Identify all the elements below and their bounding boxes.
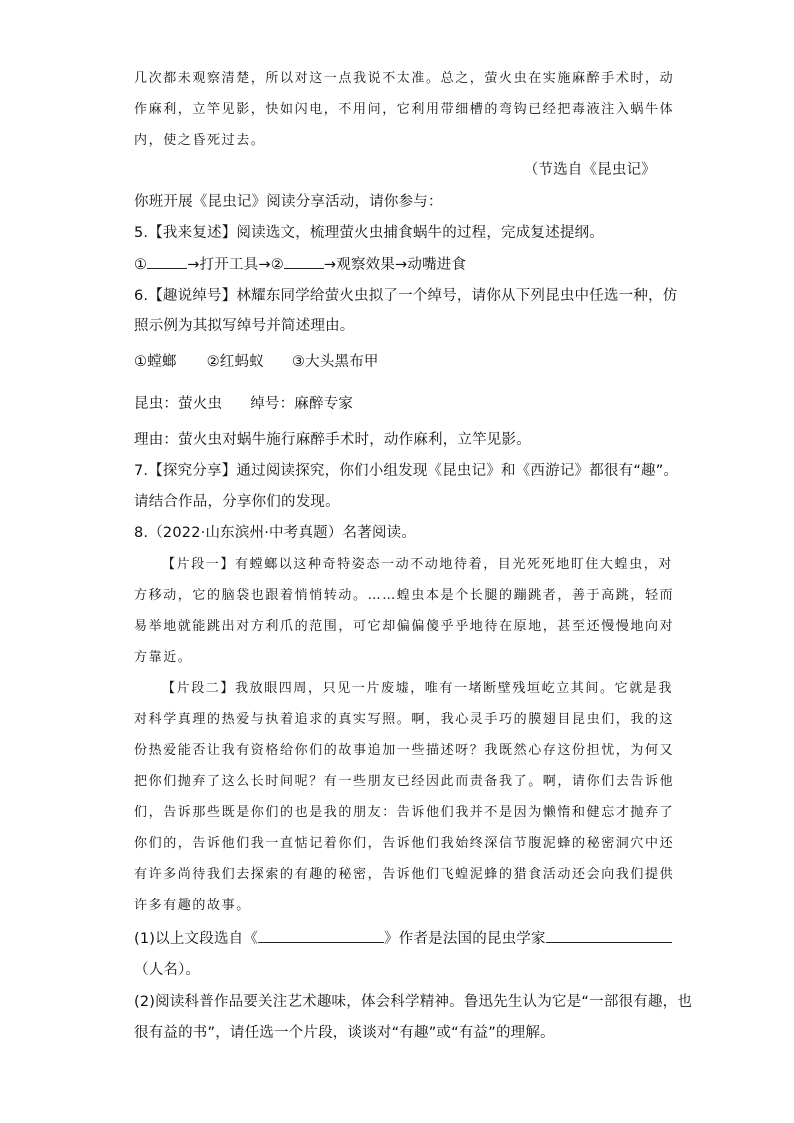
q8-sub1-book-blank[interactable] [258,928,384,943]
excerpt-line: 作麻利，立竿见影，快如闪电，不用问，它利用带细槽的弯钩已经把毒液注入蜗牛体 [134,102,675,117]
excerpt-source: （节选自《昆虫记》 [523,162,656,178]
q8-sub1-author-blank[interactable] [546,928,672,943]
q5-blank2[interactable] [284,254,324,269]
q8-sub1-mid: 》作者是法国的昆虫学家 [384,931,546,947]
passage2-line: 把你们抛弃了这么长时间呢？有一些朋友已经因此而责备我了。啊，请你们去告诉他 [134,774,675,789]
passage1-line: 易举地就能跳出对方利爪的范围，可它却偏偏傻乎乎地待在原地，甚至还慢慢地向对 [134,619,675,634]
q8-sub2: 很有益的书”，请任选一个片段，谈谈对“有趣”或“有益”的理解。 [134,1025,555,1041]
q6-stem: 6.【趣说绰号】林耀东同学给萤火虫拟了一个绰号，请你从下列昆虫中任选一种，仿 [134,288,678,304]
passage2-line: 你们的，告诉他们我一直惦记着你们，告诉他们我始终深信节腹泥蜂的秘密洞穴中还 [134,836,675,851]
q5-blank1[interactable] [147,254,187,269]
excerpt-line: 内，使之昏死过去。 [134,133,266,148]
q6-example-insect: 昆虫：萤火虫 [134,396,223,412]
q8-sub1 [134,928,672,949]
q6-example-nickname: 绰号：麻醉专家 [250,396,354,412]
q6-options [134,352,379,372]
q8-sub2: (2)阅读科普作品要关注艺术趣味，体会科学精神。鲁迅先生认为它是“一部很有趣，也 [134,994,693,1010]
q7-stem: 请结合作品，分享你们的发现。 [134,494,340,510]
passage2-line: 份热爱能否让我有资格给你们的故事追加一些描述呀？我既然心存这份担忧，为何又 [134,743,675,758]
q6-option: ①螳螂 [134,354,177,370]
q5-stem: 5.【我来复述】阅读选文，梳理萤火虫捕食蜗牛的过程，完成复述提纲。 [134,225,604,241]
passage2-line: 许多有趣的故事。 [134,898,251,913]
passage2-line: 们，告诉那些既是你们的也是我的朋友：告诉他们我并不是因为懒惰和健忘才抛弃了 [134,805,675,820]
q6-example-reason: 理由：萤火虫对蜗牛施行麻醉手术时，动作麻利，立竿见影。 [134,432,531,448]
q7-stem: 7.【探究分享】通过阅读探究，你们小组发现《昆虫记》和《西游记》都很有“趣”。 [134,463,679,479]
q5-outline-text2: →观察效果→动嘴进食 [323,257,467,273]
q6-example [134,394,353,414]
q5-blank1-marker: ① [134,257,148,273]
passage1-line: 方靠近。 [134,650,193,665]
activity-intro: 你班开展《昆虫记》阅读分享活动，请你参与： [134,194,443,210]
passage2-line: 对科学真理的热爱与执着追求的真实写照。啊，我心灵手巧的膜翅目昆虫们，我的这 [134,712,675,727]
passage1-line: 方移动，它的脑袋也跟着悄悄转动。……蝗虫本是个长腿的蹦跳者，善于高跳，轻而 [134,588,675,603]
q6-option: ③大头黑布甲 [291,354,379,370]
q6-option: ②红蚂蚁 [206,354,264,370]
q5-outline [134,254,466,275]
q8-sub1-prefix: (1)以上文段选自《 [134,931,259,947]
q8-sub1-suffix: （人名）。 [134,962,201,978]
q8-title: 8.（2022·山东滨州·中考真题）名著阅读。 [134,525,417,541]
q5-outline-text1: →打开工具→ [187,257,271,273]
excerpt-line: 几次都未观察清楚，所以对这一点我说不太准。总之，萤火虫在实施麻醉手术时，动 [134,71,675,86]
q6-stem: 照示例为其拟写绰号并简述理由。 [134,318,355,334]
q5-blank2-marker: ② [270,257,284,273]
passage2-line: 【片段二】我放眼四周，只见一片废墟，唯有一堵断壁残垣屹立其间。它就是我 [162,681,674,696]
passage2-line: 有许多尚待我们去探索的有趣的秘密，告诉他们飞蝗泥蜂的猎食活动还会向我们提供 [134,867,675,882]
passage1-line: 【片段一】有螳螂以这种奇特姿态一动不动地待着，目光死死地盯住大蝗虫，对 [162,557,674,572]
